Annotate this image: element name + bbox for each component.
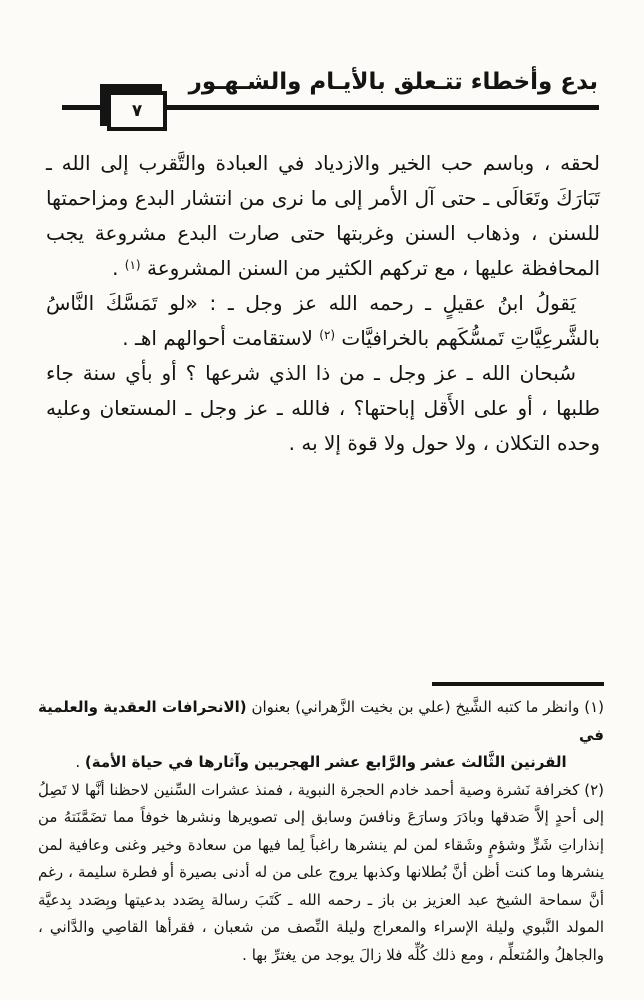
page-number-frame — [107, 91, 167, 131]
footnote-1 — [38, 694, 604, 777]
paragraph-2 — [46, 286, 600, 356]
footnote-1-lead: (١) وانظر ما كتبه الشَّيخ (علي بن بخيت الزَّهراني) بعنوان — [246, 698, 604, 716]
footnote-1-bold-start: (الانحرافات العقدية والعلمية في — [38, 698, 604, 744]
paragraph-1 — [46, 146, 600, 286]
paragraph-3 — [46, 356, 600, 461]
paragraph-1-text: لحقه ، وباسم حب الخير والازدياد في العبادة والتَّقرب إلى الله ـ تَبَارَكَ وتَعَالَى ـ حتى آل الأمر إلى ما نرى من انتشار البدع ومزاحمتها للسنن ، وذهاب السنن وغربتها حتى صارت البدع مشروعة يجب المحافظة عليها ، مع تركهم الكثير من السنن المشروعة — [46, 151, 600, 280]
paragraph-1-tail: . — [112, 256, 125, 280]
page-body — [46, 146, 600, 461]
footnote-ref-1: (١) — [124, 258, 141, 272]
footnote-1-line1 — [38, 694, 604, 749]
paragraph-2-tail: لاستقامت أحوالهم اهـ . — [122, 326, 320, 350]
page-number-box — [100, 84, 170, 134]
paragraph-3-text: سُبحان الله ـ عز وجل ـ من ذا الذي شرعها ؟ أو بأي سنة جاء طلبها ، أو على الأَقل إباحتها؟ ، فالله ـ عز وجل ـ المستعان وعليه وحده التكلان ، ولا حول ولا قوة إلا به . — [46, 361, 600, 455]
footnote-1-bold-center: القرنين الثَّالث عشر والرَّابع عشر الهجريين وآثارها في حياة الأمة) — [84, 753, 567, 771]
footnote-2 — [38, 777, 604, 970]
footnote-1-tail: . — [75, 753, 85, 771]
footnote-separator — [432, 682, 604, 686]
paragraph-2-text: يَقولُ ابنُ عقيلٍ ـ رحمه الله عز وجل ـ : «لو تَمَسَّكَ النَّاسُ بالشَّرعِيَّاتِ تَمسُّكَهم بالخرافيَّات — [46, 291, 600, 350]
footnote-2-text: (٢) كخرافة نَشرة وصية أحمد خادم الحجرة النبوية ، فمنذ عشرات السِّنين لاحظنا أنَّها لا تَصِلُ إلى أحدٍ إلاَّ صَدقها وبادَرَ وسارَعَ ونافسَ وسابق إلى تصويرها ونشرها خوفاً مما تضَمَّنَتهُ من إنذاراتِ شَرٍّ وشؤمٍ وشَقاء لمن لم ينشرها راغباً لِما فيها من سعادة وخير وغنى وعافية لمن ينشرها وما كنت أظن أنَّ بُطلانها وكذبها يروج على من له أدنى بصيرة أو فطرة سليمة ، رغم أنَّ سماحة الشيخ عبد العزيز بن باز ـ رحمه الله ـ كَتَبَ رسالة بِصَدد بدعيتها وبِصَدد بِدعيَّة المولد النَّبوي وليلة الإسراء والمعراج وليلة النِّصف من شعبان ، فقرأها القاصِي والدَّاني ، والجاهلُ والمُتعلِّم ، ومع ذلك كُلِّه فلا زالَ يوجد من يغترِّ بها . — [38, 780, 604, 964]
footnote-ref-2: (٢) — [319, 328, 336, 342]
footnotes-section — [38, 682, 604, 969]
footnote-1-line2 — [38, 749, 604, 777]
page-header-title: بدع وأخطاء تتـعلق بالأيـام والشـهـور — [188, 69, 598, 95]
page-number: ٧ — [131, 100, 143, 121]
